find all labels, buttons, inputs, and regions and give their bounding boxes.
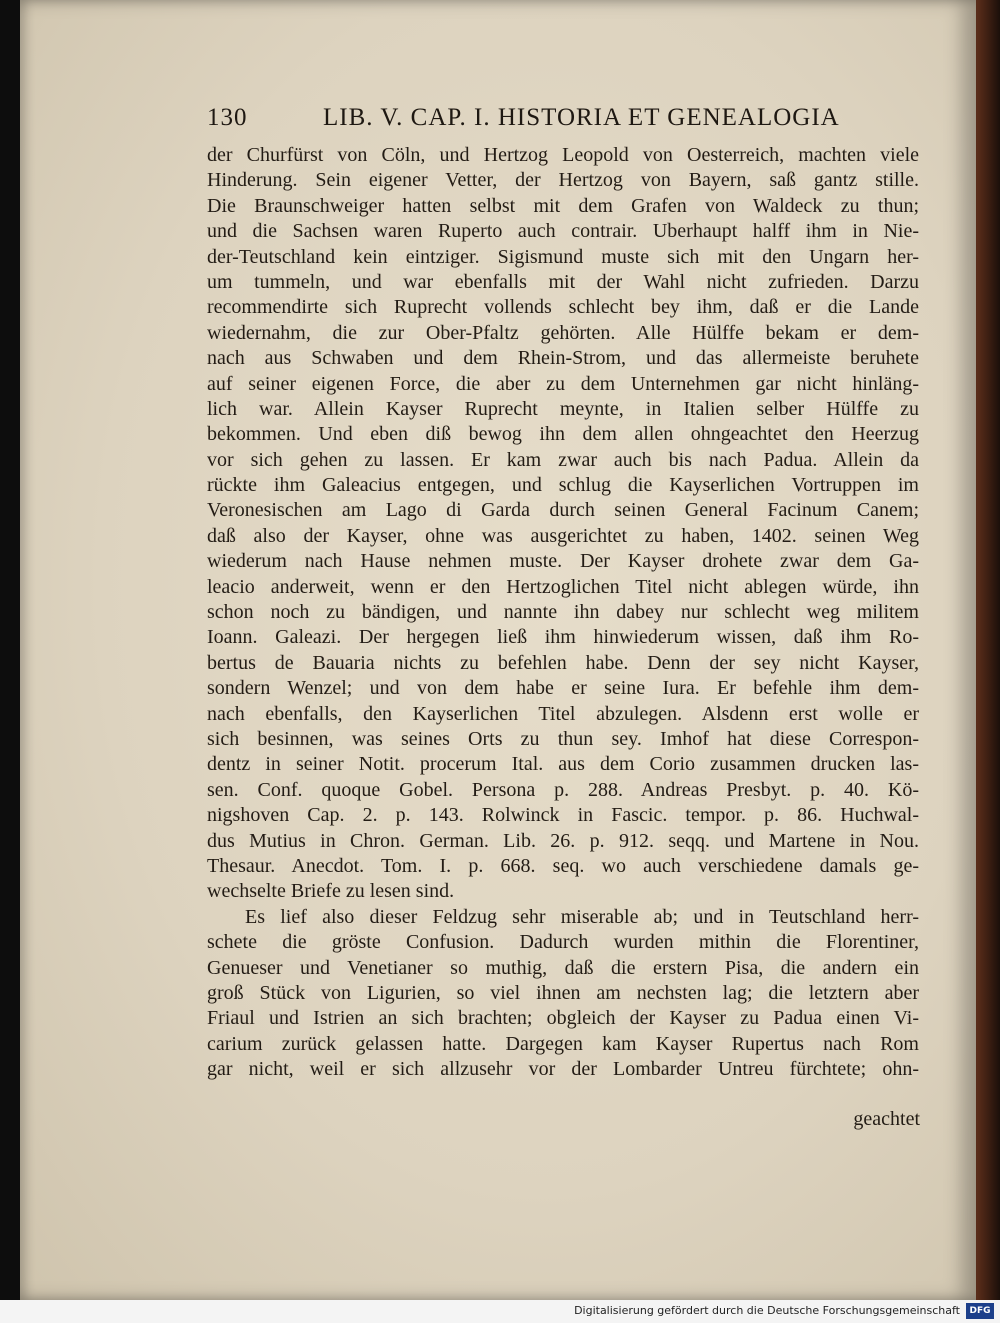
footer-bar — [0, 1300, 1000, 1323]
text-line: recommendirte sich Ruprecht vollends schlecht bey ihm, daß er die Lande — [207, 296, 919, 319]
text-line: leacio anderweit, wenn er den Hertzoglichen Titel nicht ablegen würde, ihn — [207, 575, 919, 598]
text-line: der-Teutschland kein eintziger. Sigismund muste sich mit den Ungarn her- — [207, 245, 919, 268]
text-line: vor sich gehen zu lassen. Er kam zwar auch bis nach Padua. Allein da — [207, 448, 919, 471]
dfg-logo: DFG — [966, 1303, 994, 1319]
text-line: sich besinnen, was seines Orts zu thun sey. Imhof hat diese Correspon- — [207, 727, 919, 750]
running-title: LIB. V. CAP. I. HISTORIA ET GENEALOGIA — [323, 104, 840, 131]
catchword: geachtet — [853, 1108, 920, 1130]
funding-credit: Digitalisierung gefördert durch die Deutsche Forschungsgemeinschaft — [574, 1304, 960, 1317]
text-line: daß also der Kayser, ohne was ausgerichtet zu haben, 1402. seinen Weg — [207, 524, 919, 547]
text-line: Die Braunschweiger hatten selbst mit dem Grafen von Waldeck zu thun; — [207, 194, 919, 217]
text-line: bertus de Bauaria nichts zu befehlen habe. Denn der sey nicht Kayser, — [207, 651, 919, 674]
text-line: gar nicht, weil er sich allzusehr vor der Lombarder Untreu fürchtete; ohn- — [207, 1058, 919, 1081]
text-line: Hinderung. Sein eigener Vetter, der Hertzog von Bayern, saß gantz stille. — [207, 169, 919, 192]
text-line: und die Sachsen waren Ruperto auch contrair. Uberhaupt halff ihm in Nie- — [207, 220, 919, 243]
text-line: auf seiner eigenen Force, die aber zu dem Unternehmen gar nicht hinläng- — [207, 372, 919, 395]
text-line: nach ebenfalls, den Kayserlichen Titel abzulegen. Alsdenn erst wolle er — [207, 702, 919, 725]
text-line: nach aus Schwaben und dem Rhein-Strom, und das allermeiste beruhete — [207, 347, 919, 370]
text-line: sen. Conf. quoque Gobel. Persona p. 288. Andreas Presbyt. p. 40. Kö- — [207, 778, 919, 801]
text-line: wechselte Briefe zu lesen sind. — [207, 880, 455, 903]
text-line: lich war. Allein Kayser Ruprecht meynte, in Italien selber Hülffe zu — [207, 397, 919, 420]
page-number: 130 — [207, 104, 248, 131]
text-line: wiederum nach Hause nehmen muste. Der Kayser drohete zwar dem Ga- — [207, 550, 919, 573]
text-line: dus Mutius in Chron. German. Lib. 26. p. 912. seqq. und Martene in Nou. — [207, 829, 919, 852]
text-line: nigshoven Cap. 2. p. 143. Rolwinck in Fascic. tempor. p. 86. Huchwal- — [207, 804, 919, 827]
text-line: Genueser und Venetianer so muthig, daß die erstern Pisa, die andern ein — [207, 956, 919, 979]
body-text — [207, 143, 919, 1082]
text-line: rückte ihm Galeacius entgegen, und schlug die Kayserlichen Vortruppen im — [207, 474, 919, 497]
text-line: Friaul und Istrien an sich brachten; obgleich der Kayser zu Padua einen Vi- — [207, 1007, 919, 1030]
text-line: Veronesischen am Lago di Garda durch seinen General Facinum Canem; — [207, 499, 919, 522]
text-line: schon noch zu bändigen, und nannte ihn dabey nur schlecht weg militem — [207, 601, 919, 624]
text-line: wiedernahm, die zur Ober-Pfaltz gehörten. Alle Hülffe bekam er dem- — [207, 321, 919, 344]
text-line: carium zurück gelassen hatte. Dargegen kam Kayser Rupertus nach Rom — [207, 1032, 919, 1055]
text-line: groß Stück von Ligurien, so viel ihnen am nechsten lag; die letztern aber — [207, 981, 919, 1004]
text-line: sondern Wenzel; und von dem habe er seine Iura. Er befehle ihm dem- — [207, 677, 919, 700]
text-line: schete die gröste Confusion. Dadurch wurden mithin die Florentiner, — [207, 931, 919, 954]
text-line: Es lief also dieser Feldzug sehr miserable ab; und in Teutschland herr- — [245, 905, 919, 928]
text-line: der Churfürst von Cöln, und Hertzog Leopold von Oesterreich, machten viele — [207, 144, 919, 166]
text-line: Ioann. Galeazi. Der hergegen ließ ihm hinwiederum wissen, daß ihm Ro- — [207, 626, 919, 649]
text-line: Thesaur. Anecdot. Tom. I. p. 668. seq. wo auch verschiedene damals ge- — [207, 854, 919, 877]
text-line: um tummeln, und war ebenfalls mit der Wahl nicht zufrieden. Darzu — [207, 270, 919, 293]
running-head — [207, 104, 840, 140]
text-line: bekommen. Und eben diß bewog ihn dem allen ohngeachtet den Heerzug — [207, 423, 919, 446]
text-line: dentz in seiner Notit. procerum Ital. aus dem Corio zusammen drucken las- — [207, 753, 919, 776]
